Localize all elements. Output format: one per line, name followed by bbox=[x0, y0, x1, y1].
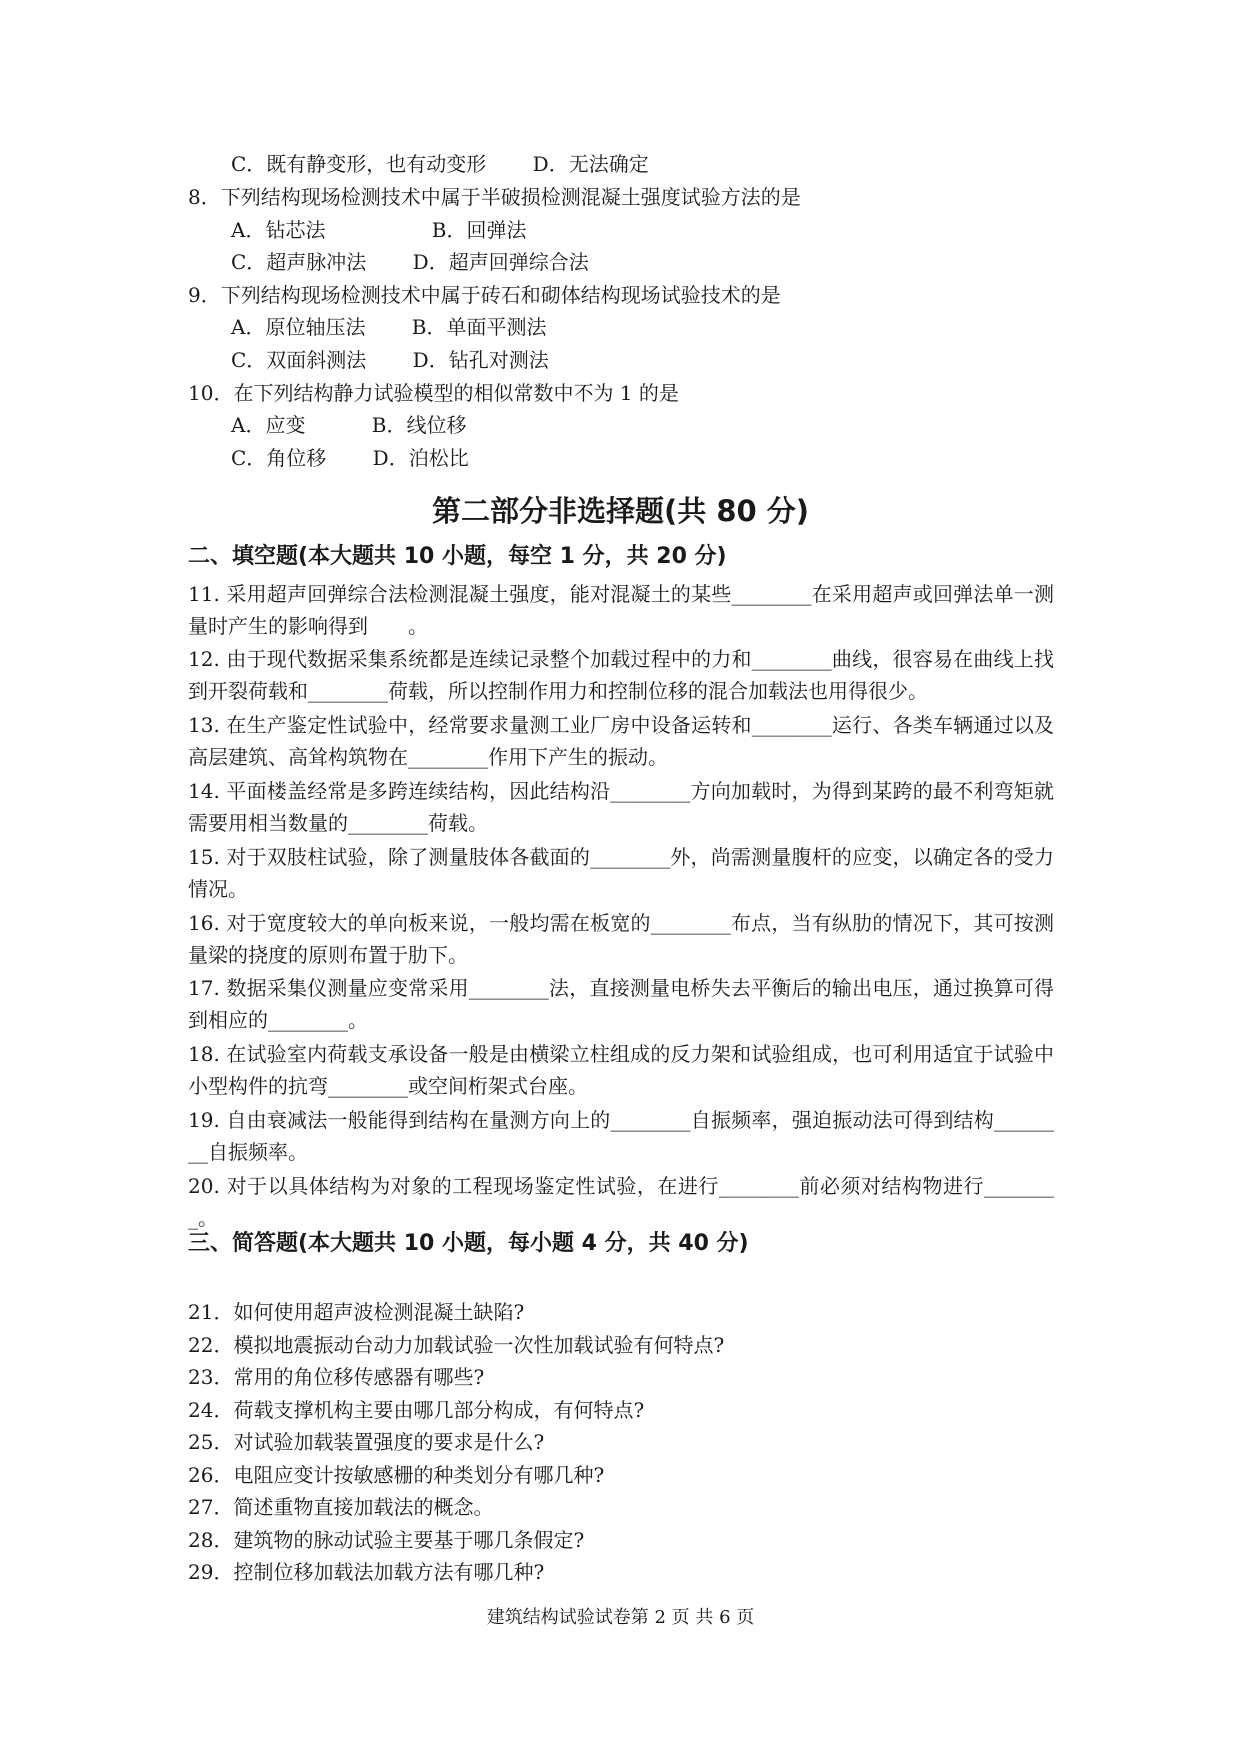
q9-options-cd: C．双面斜测法 D．钻孔对测法 bbox=[231, 348, 549, 372]
question-18: 18. 在试验室内荷载支承设备一般是由横梁立柱组成的反力架和试验组成，也可利用适宜于试验中小型构件的抗弯________或空间桁架式台座。 bbox=[188, 1042, 1054, 1098]
question-25: 25．对试验加载装置强度的要求是什么? bbox=[188, 1430, 545, 1454]
short-answer-section-title: 三、简答题(本大题共 10 小题，每小题 4 分，共 40 分) bbox=[188, 1231, 749, 1256]
q8-options-cd: C．超声脉冲法 D．超声回弹综合法 bbox=[231, 250, 589, 274]
q10-options-ab: A．应变 B．线位移 bbox=[231, 413, 467, 437]
q10-options-cd: C．角位移 D．泊松比 bbox=[231, 446, 469, 470]
q8-stem: 8．下列结构现场检测技术中属于半破损检测混凝土强度试验方法的是 bbox=[188, 185, 801, 209]
question-28: 28．建筑物的脉动试验主要基于哪几条假定? bbox=[188, 1528, 585, 1552]
question-23: 23．常用的角位移传感器有哪些? bbox=[188, 1365, 485, 1389]
question-20: 20. 对于以具体结构为对象的工程现场鉴定性试验，在进行________前必须对结构物进行________。 bbox=[188, 1174, 1054, 1230]
question-13: 13. 在生产鉴定性试验中，经常要求量测工业厂房中设备运转和________运行、各类车辆通过以及高层建筑、高耸构筑物在________作用下产生的振动。 bbox=[188, 713, 1054, 769]
part2-title: 第二部分非选择题(共 80 分) bbox=[431, 494, 810, 528]
question-21: 21．如何使用超声波检测混凝土缺陷? bbox=[188, 1300, 525, 1324]
question-16: 16. 对于宽度较大的单向板来说，一般均需在板宽的________布点，当有纵肋的情况下，其可按测量梁的挠度的原则布置于肋下。 bbox=[188, 911, 1054, 967]
question-29: 29．控制位移加载法加载方法有哪几种? bbox=[188, 1560, 545, 1584]
q10-stem: 10．在下列结构静力试验模型的相似常数中不为 1 的是 bbox=[188, 381, 679, 405]
q9-options-ab: A．原位轴压法 B．单面平测法 bbox=[231, 315, 547, 339]
q8-options-ab: A．钻芯法 B．回弹法 bbox=[231, 218, 527, 242]
question-17: 17. 数据采集仪测量应变常采用________法，直接测量电桥失去平衡后的输出电压，通过换算可得到相应的________。 bbox=[188, 976, 1054, 1032]
fill-blank-section-title: 二、填空题(本大题共 10 小题，每空 1 分，共 20 分) bbox=[188, 544, 727, 569]
question-24: 24．荷载支撑机构主要由哪几部分构成，有何特点? bbox=[188, 1398, 645, 1422]
question-12: 12. 由于现代数据采集系统都是连续记录整个加载过程中的力和________曲线，很容易在曲线上找到开裂荷载和________荷载，所以控制作用力和控制位移的混合加载法也用得很少。 bbox=[188, 647, 1054, 703]
q9-stem: 9．下列结构现场检测技术中属于砖石和砌体结构现场试验技术的是 bbox=[188, 283, 781, 307]
q7-options-cd: C．既有静变形，也有动变形 D．无法确定 bbox=[231, 152, 649, 176]
question-14: 14. 平面楼盖经常是多跨连续结构，因此结构沿________方向加载时，为得到某跨的最不利弯矩就需要用相当数量的________荷载。 bbox=[188, 779, 1054, 835]
question-22: 22．模拟地震振动台动力加载试验一次性加载试验有何特点? bbox=[188, 1333, 725, 1357]
page-footer: 建筑结构试验试卷第 2 页 共 6 页 bbox=[486, 1607, 755, 1628]
question-11: 11. 采用超声回弹综合法检测混凝土强度，能对混凝土的某些________在采用超声或回弹法单一测量时产生的影响得到 。 bbox=[188, 582, 1054, 638]
question-19: 19. 自由衰减法一般能得到结构在量测方向上的________自振频率，强迫振动法可得到结构________自振频率。 bbox=[188, 1108, 1054, 1164]
question-27: 27．简述重物直接加载法的概念。 bbox=[188, 1495, 494, 1519]
question-15: 15. 对于双肢柱试验，除了测量肢体各截面的________外，尚需测量腹杆的应变，以确定各的受力情况。 bbox=[188, 845, 1054, 901]
question-26: 26．电阻应变计按敏感栅的种类划分有哪几种? bbox=[188, 1463, 605, 1487]
